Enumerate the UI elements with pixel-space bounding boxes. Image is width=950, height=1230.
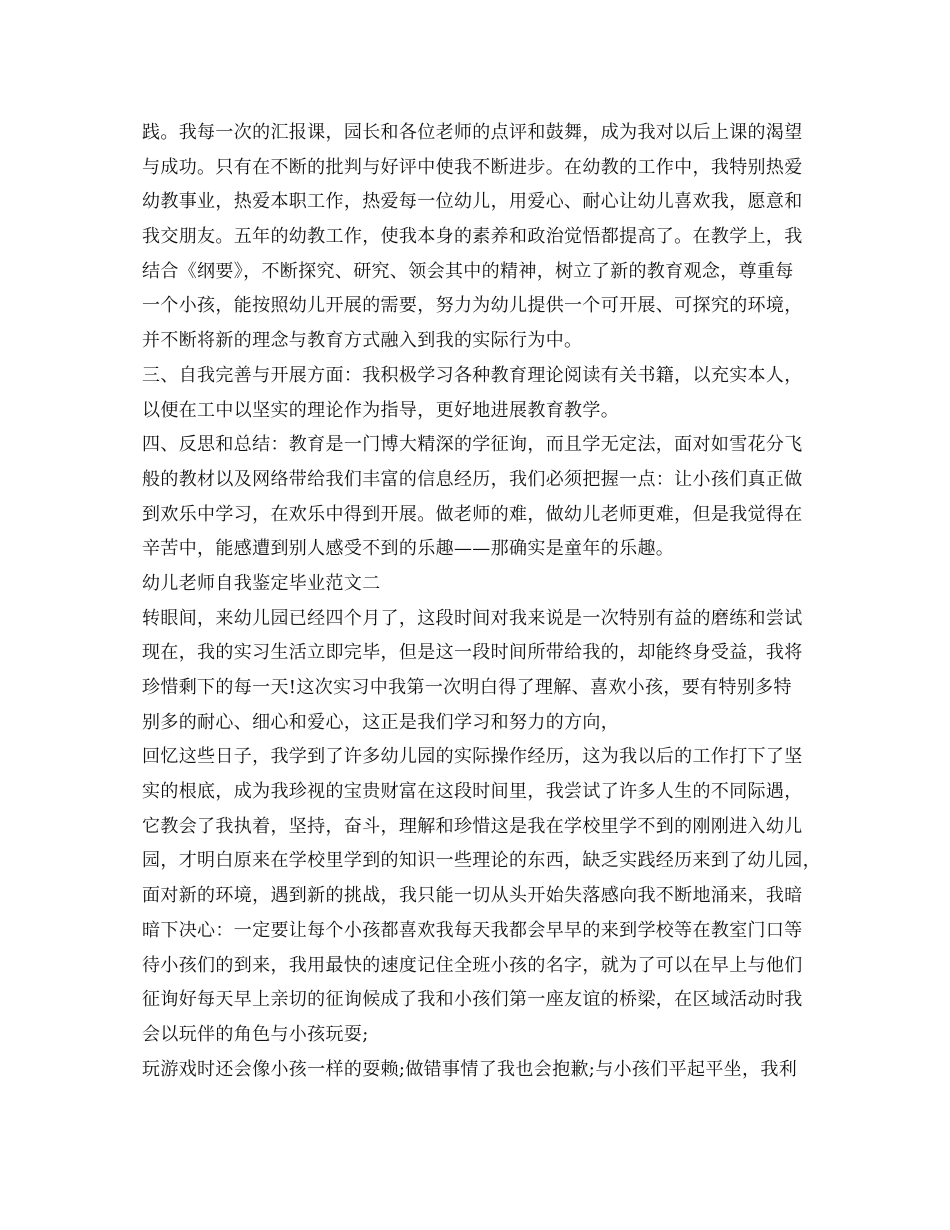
text-line: 一个小孩，能按照幼儿开展的需要，努力为幼儿提供一个可开展、可探究的环境， bbox=[142, 295, 803, 317]
text-line: 我交朋友。五年的幼教工作，使我本身的素养和政治觉悟都提高了。在教学上，我 bbox=[142, 226, 803, 248]
section-heading: 幼儿老师自我鉴定毕业范文二 bbox=[142, 572, 381, 594]
text-line: 回忆这些日子，我学到了许多幼儿园的实际操作经历，这为我以后的工作打下了坚 bbox=[142, 746, 803, 768]
text-line: 到欢乐中学习，在欢乐中得到开展。做老师的难，做幼儿老师更难，但是我觉得在 bbox=[142, 503, 803, 525]
text-line: 征询好每天早上亲切的征询候成了我和小孩们第一座友谊的桥梁，在区域活动时我 bbox=[142, 989, 803, 1011]
text-line: 别多的耐心、细心和爱心，这正是我们学习和努力的方向， bbox=[142, 711, 620, 733]
section-three-line: 三、自我完善与开展方面：我积极学习各种教育理论阅读有关书籍，以充实本人， bbox=[142, 364, 803, 386]
text-line: 践。我每一次的汇报课，园长和各位老师的点评和鼓舞，成为我对以后上课的渴望 bbox=[142, 122, 803, 143]
text-line: 辛苦中，能感遭到别人感受不到的乐趣——那确实是童年的乐趣。 bbox=[142, 538, 675, 560]
text-line: 般的教材以及网络带给我们丰富的信息经历，我们必须把握一点：让小孩们真正做 bbox=[142, 468, 803, 490]
text-line: 会以玩伴的角色与小孩玩耍; bbox=[142, 1023, 369, 1045]
text-line: 玩游戏时还会像小孩一样的耍赖;做错事情了我也会抱歉;与小孩们平起平坐，我利 bbox=[142, 1058, 798, 1080]
text-line: 待小孩们的到来，我用最快的速度记住全班小孩的名字，就为了可以在早上与他们 bbox=[142, 954, 803, 976]
text-line: 以便在工中以坚实的理论作为指导，更好地进展教育教学。 bbox=[142, 399, 620, 421]
text-line: 园，才明白原来在学校里学到的知识一些理论的东西，缺乏实践经历来到了幼儿园， bbox=[142, 850, 821, 872]
text-line: 面对新的环境，遇到新的挑战，我只能一切从头开始失落感向我不断地涌来，我暗 bbox=[142, 885, 803, 907]
text-line: 暗下决心：一定要让每个小孩都喜欢我每天我都会早早的来到学校等在教室门口等 bbox=[142, 919, 803, 941]
document-body bbox=[142, 116, 842, 1087]
text-line: 幼教事业，热爱本职工作，热爱每一位幼儿，用爱心、耐心让幼儿喜欢我，愿意和 bbox=[142, 191, 803, 213]
text-line: 结合《纲要》，不断探究、研究、领会其中的精神，树立了新的教育观念，尊重每 bbox=[142, 260, 794, 282]
section-four-line: 四、反思和总结：教育是一门博大精深的学征询，而且学无定法，面对如雪花分飞 bbox=[142, 434, 803, 456]
text-line: 现在，我的实习生活立即完毕，但是这一段时间所带给我的，却能终身受益，我将 bbox=[142, 642, 803, 664]
text-line: 珍惜剩下的每一天!这次实习中我第一次明白得了理解、喜欢小孩，要有特别多特 bbox=[142, 677, 792, 698]
text-line: 它教会了我执着，坚持，奋斗，理解和珍惜这是我在学校里学不到的刚刚进入幼儿 bbox=[142, 815, 803, 837]
text-line: 并不断将新的理念与教育方式融入到我的实际行为中。 bbox=[142, 330, 583, 352]
text-line: 转眼间，来幼儿园已经四个月了，这段时间对我来说是一次特别有益的磨练和尝试 bbox=[142, 607, 803, 629]
text-line: 与成功。只有在不断的批判与好评中使我不断进步。在幼教的工作中，我特别热爱 bbox=[142, 156, 803, 178]
text-line: 实的根底，成为我珍视的宝贵财富在这段时间里，我尝试了许多人生的不同际遇， bbox=[142, 781, 803, 803]
